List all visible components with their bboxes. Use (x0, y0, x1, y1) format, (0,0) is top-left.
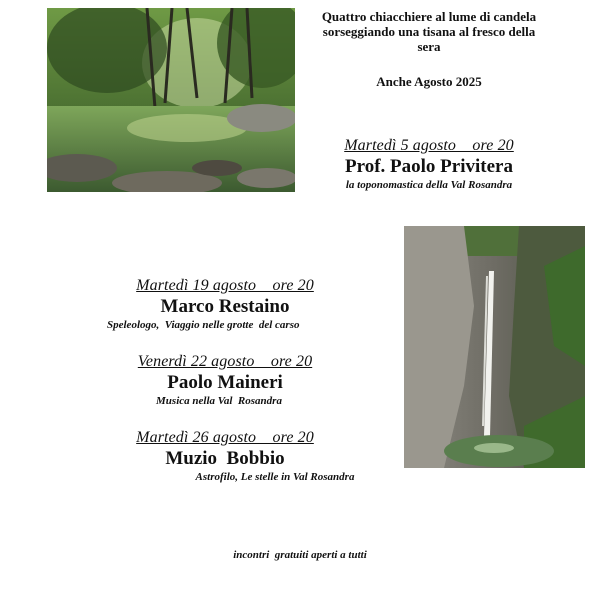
event-speaker: Prof. Paolo Privitera (345, 156, 513, 177)
event-date: Martedì 5 agosto ore 20 (344, 137, 514, 154)
event-speaker: Paolo Maineri (167, 372, 283, 393)
event-item (97, 352, 353, 408)
intro-line-3: sera (417, 39, 441, 54)
event-date: Martedì 19 agosto ore 20 (136, 277, 314, 294)
event-speaker: Muzio Bobbio (165, 448, 285, 469)
event-topic: Astrofilo, Le stelle in Val Rosandra (195, 471, 355, 483)
season-label: Anche Agosto 2025 (376, 74, 482, 89)
event-date: Venerdì 22 agosto ore 20 (137, 353, 313, 370)
event-topic: Speleologo, Viaggio nelle grotte del carso (107, 319, 300, 331)
waterfall-photo (404, 226, 585, 468)
event-item (97, 428, 353, 484)
event-item (97, 276, 353, 332)
intro-text (298, 9, 560, 54)
footer-note: incontri gratuiti aperti a tutti (233, 549, 367, 561)
event-item (300, 136, 558, 192)
intro-line-2: sorseggiando una tisana al fresco della (322, 24, 536, 39)
event-topic: la toponomastica della Val Rosandra (345, 179, 513, 191)
event-date: Martedì 26 agosto ore 20 (136, 429, 314, 446)
event-speaker: Marco Restaino (160, 296, 290, 317)
stream-photo (47, 8, 295, 192)
intro-line-1: Quattro chiacchiere al lume di candela (321, 9, 537, 24)
event-topic: Musica nella Val Rosandra (156, 395, 282, 407)
